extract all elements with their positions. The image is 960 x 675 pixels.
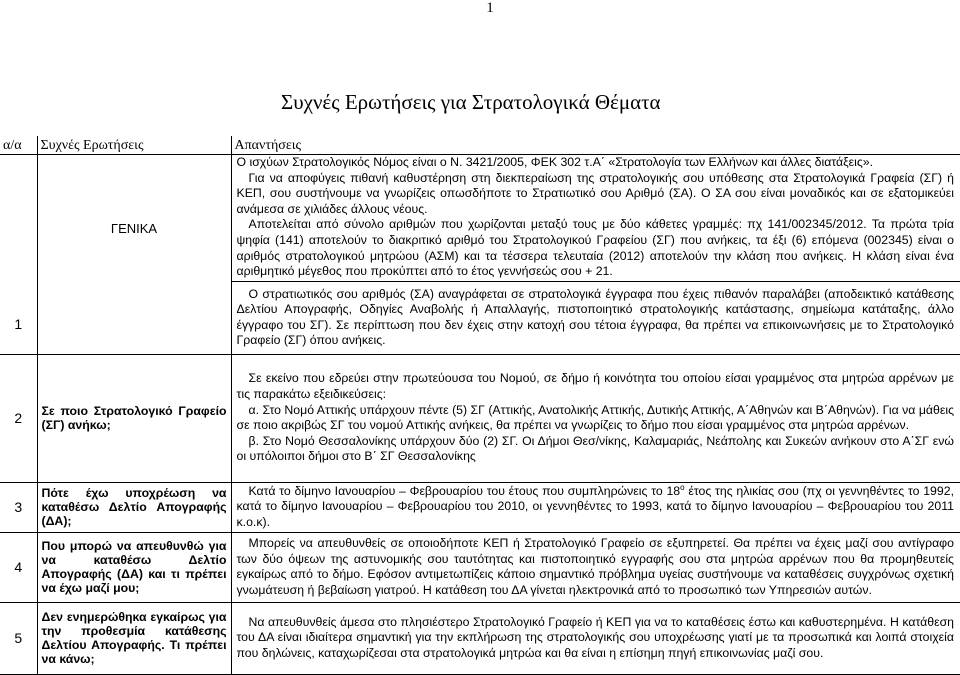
row-4-answer-text: Μπορείς να απευθυνθείς σε οποιοδήποτε ΚΕΠ ή Στρατολογικό Γραφείο σε εξυπηρετεί. Θα πρέπει να έχεις μαζί σου αντίγραφο των δύο όψεων της αστυνομικής σου ταυτότητας και πιστοποιητικό εγγραφής σου στα μητρώα αρρένων που θα προμηθευτείς εγκαίρως από το δήμο. Εφόσον αντιμετωπίζεις κάποιο σημαντικό πρόβλημα υγείας συστήνουμε να καταθέσεις συγχρόνως σχετική γνωμάτευση ή βεβαίωση γιατρού. Η κατάθεση του ΔΑ γίνεται ηλεκτρονικά από το προσωπικό των Υπηρεσιών αυτών. — [236, 536, 954, 597]
row-5-answer-text: Να απευθυνθείς άμεσα στο πλησιέστερο Στρατολογικό Γραφείο ή ΚΕΠ για να το καταθέσεις έστω και καθυστερημένα. Η κατάθεση του ΔΑ είναι ιδιαίτερα σημαντική για την εκπλήρωση της στρατολογικής σου υποχρέωσης γιατί με τα προσωπικά και λοιπά στοιχεία που δηλώνεις, καταχωρίζεσαι στα στρατολογικά μητρώα και θα είναι η επίσημη πηγή επικοινωνίας μαζί σου. — [236, 614, 954, 661]
row-1-num: 1 — [0, 155, 37, 355]
row-3-num: 3 — [0, 482, 37, 532]
row-3-answer-part1: Κατά το δίμηνο Ιανουαρίου – Φεβρουαρίου του έτους που συμπληρώνεις το 18 — [248, 483, 681, 498]
general-answer-p1: Ο ισχύων Στρατολογικός Νόμος είναι ο Ν. 3421/2005, ΦΕΚ 302 τ.Α΄ «Στρατολογία των Ελλήνων και άλλες διατάξεις». — [236, 155, 874, 169]
general-question-cell — [37, 155, 231, 355]
row-2-answer-intro: Σε εκείνο που εδρεύει στην πρωτεύουσα του Νομού, σε δήμο ή κοινότητα του οποίου είσαι γραμμένος στα μητρώα αρρένων με τις παρακάτω εξειδικεύσεις: — [236, 371, 954, 402]
header-num: α/α — [0, 136, 37, 155]
row-5-answer — [231, 602, 960, 674]
header-answer: Απαντήσεις — [231, 136, 960, 155]
row-4-question: Που μπορώ να απευθυνθώ για να καταθέσω Δελτίο Απογραφής (ΔΑ) και τι πρέπει να έχω μαζί μου; — [41, 539, 227, 596]
table-header-row — [0, 136, 960, 155]
table-row-2 — [0, 354, 960, 482]
row-3-question-cell — [37, 482, 231, 532]
general-answer-p3: Αποτελείται από σύνολο αριθμών που χωρίζονται μεταξύ τους με δύο κάθετες γραμμές: πχ 141/002345/2012. Τα πρώτα τρία ψηφία (141) αποτελούν το διακριτικό αριθμό του Στρατολογικού Γραφείου (ΣΓ) που ανήκεις, τα έξι (6) επόμενα (002345) είναι ο αριθμός στρατολογικού μητρώου (ΑΣΜ) και τα τέσσερα τελευταία (2012) αποτελούν την κλάση που ανήκεις. Η κλάση είναι ένα αριθμητικό μέγεθος που προκύπτει από το έτος γεννήσεώς σου + 21. — [236, 217, 954, 279]
general-answer-p2: Για να αποφύγεις πιθανή καθυστέρηση στη διεκπεραίωση της στρατολογικής σου υπόθεσης στα Στρατολογικά Γραφεία (ΣΓ) ή ΚΕΠ, σου συστήνουμε να γνωρίζεις οπωσδήποτε το Στρατιωτικό σου Αριθμό (ΣΑ). Ο ΣΑ σου είναι μοναδικός και σε εξατομικεύει ανάμεσα σε χιλιάδες άλλους νέους. — [236, 170, 954, 216]
row-2-question: Σε ποιο Στρατολογικό Γραφείο (ΣΓ) ανήκω; — [41, 404, 227, 433]
faq-table — [0, 136, 960, 675]
row-2-question-cell — [37, 354, 231, 482]
row-3-answer-sup: ο — [680, 482, 685, 492]
row-5-question-cell — [37, 602, 231, 674]
row-1-answer-text: Ο στρατιωτικός σου αριθμός (ΣΑ) αναγράφεται σε στρατολογικά έγγραφα που έχεις πιθανόν παραλάβει (αποδεικτικό κατάθεσης Δελτίου Απογραφής, Οδηγίες Αναβολής ή Απαλλαγής, πιστοποιητικό στρατολογικής κατάστασης, σημείωμα κατάταξης, άλλο έγγραφο του ΣΓ). Σε περίπτωση που δεν έχεις στην κατοχή σου τέτοια έγγραφα, θα πρέπει να επικοινωνήσεις με το Στρατολογικό Γραφείο (ΣΓ) όπου ανήκεις. — [236, 286, 954, 348]
row-3-answer — [231, 482, 960, 532]
row-2-answer-b: β. Στο Νομό Θεσσαλονίκης υπάρχουν δύο (2) ΣΓ. Οι Δήμοι Θεσ/νίκης, Καλαμαριάς, Νεάπολης και Συκεών ανήκουν στο Α΄ΣΓ ενώ οι υπόλοιποι δήμοι στο Β΄ ΣΓ Θεσσαλονίκης — [236, 433, 954, 464]
table-row-5 — [0, 602, 960, 674]
row-2-answer-a: α. Στο Νομό Αττικής υπάρχουν πέντε (5) ΣΓ (Αττικής, Ανατολικής Αττικής, Δυτικής Αττικής, Α΄Αθηνών και Β΄Αθηνών). Για να μάθεις σε ποιο ακριβώς ΣΓ του νομού Αττικής ανήκεις, θα πρέπει να γνωρίζεις το δήμο που είσαι γραμμένος στα μητρώα αρρένων. — [236, 402, 954, 433]
general-answer-cell — [231, 155, 960, 282]
page-number: 1 — [486, 0, 494, 16]
row-5-num: 5 — [0, 602, 37, 674]
row-4-question-cell — [37, 532, 231, 602]
row-1-answer — [231, 281, 960, 354]
row-3-answer-part2: έτος της ηλικίας σου (πχ οι γεννηθέντες το 1992, κατά το δίμηνο Ιανουαρίου – Φεβρουαρίου του 2010, οι γεννηθέντες το 1993, κατά το δίμηνο Ιανουαρίου – Φεβρουαρίου του 2011 κ.ο.κ). — [236, 483, 954, 530]
general-top-row — [0, 155, 960, 282]
row-3-answer-text — [237, 484, 955, 531]
row-4-num: 4 — [0, 532, 37, 602]
row-3-question: Πότε έχω υποχρέωση να καταθέσω Δελτίο Απογραφής (ΔΑ); — [41, 486, 227, 529]
row-4-answer — [231, 532, 960, 602]
row-5-question: Δεν ενημερώθηκα εγκαίρως για την προθεσμία κατάθεσης Δελτίου Απογραφής. Τι πρέπει να κάνω; — [41, 610, 227, 667]
header-question: Συχνές Ερωτήσεις — [37, 136, 231, 155]
general-label: ΓΕΝΙΚΑ — [110, 221, 158, 236]
table-row-3 — [0, 482, 960, 532]
table-row-4 — [0, 532, 960, 602]
page-title: Συχνές Ερωτήσεις για Στρατολογικά Θέματα — [281, 90, 661, 114]
row-2-num: 2 — [0, 354, 37, 482]
row-2-answer — [231, 354, 960, 482]
